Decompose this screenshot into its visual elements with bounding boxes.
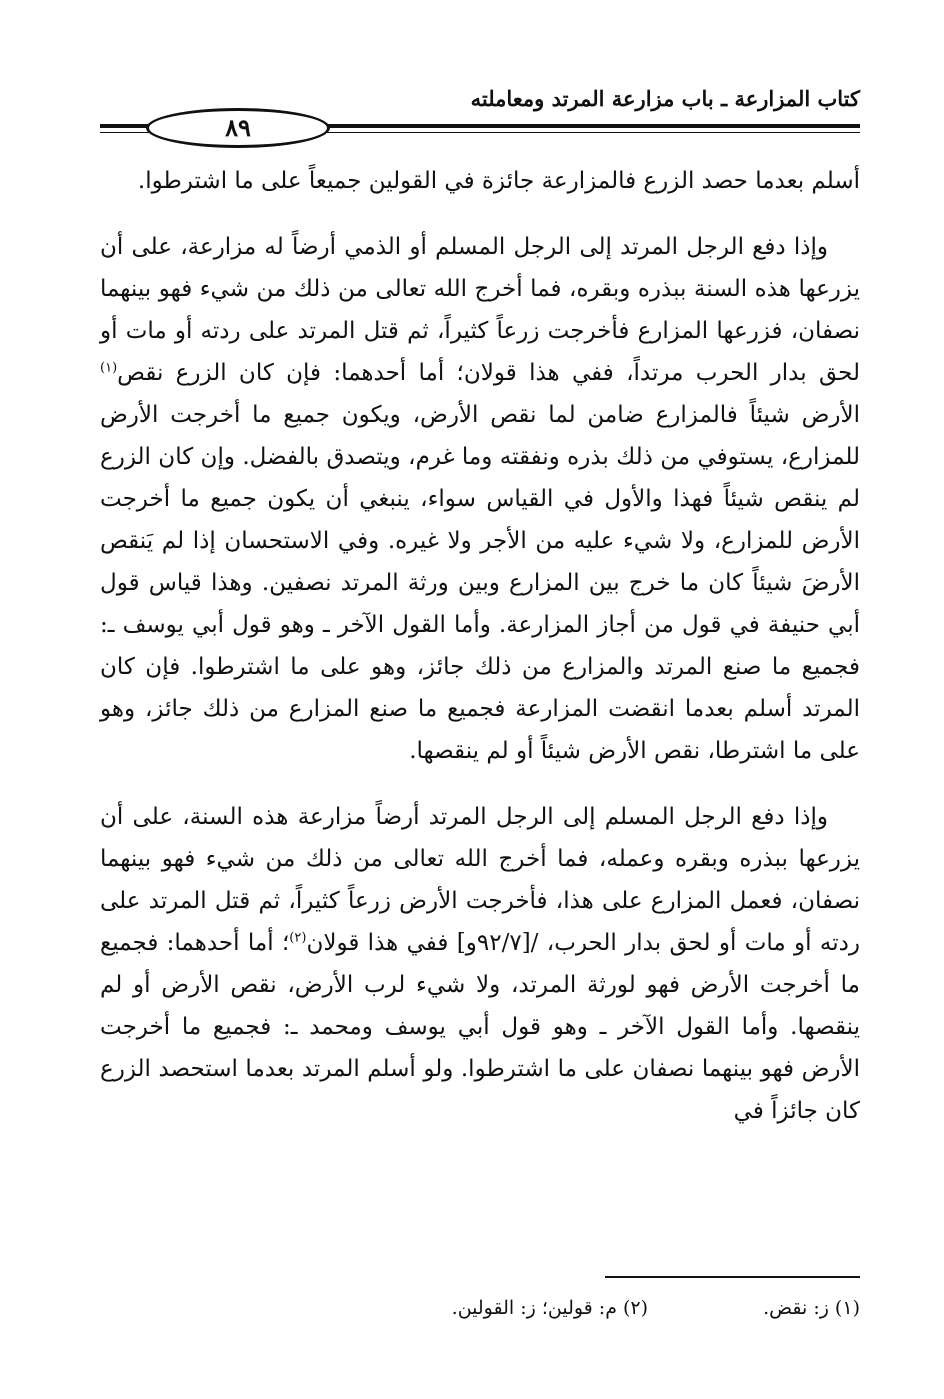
footnote-marker-1: (١) xyxy=(100,360,118,376)
paragraph-2-text-b: الأرض شيئاً فالمزارع ضامن لما نقص الأرض، ويكون جميع ما أخرجت الأرض للمزارع، يستوفي من ذلك بذره ونفقته وما غرم، ويتصدق بالفضل. وإن كان الزرع لم ينقص شيئاً فهذا والأول في القياس سواء، ينبغي أن يكون جميع ما أخرجت الأرض للمزارع، ولا شيء عليه من الأجر ولا غيره. وفي الاستحسان إذا لم يَنقص الأرضَ شيئاً كان ما خرج بين المزارع وبين ورثة المرتد نصفين. وهذا قياس قول أبي حنيفة في قول من أجاز المزارعة. وأما القول الآخر ـ وهو قول أبي يوسف ـ: فجميع ما صنع المرتد والمزارع من ذلك جائز، وهو على ما اشترطوا. فإن كان المرتد أسلم بعدما انقضت المزارعة فجميع ما صنع المزارع من ذلك جائز، وهو على ما اشترطا، نقص الأرض شيئاً أو لم ينقصها. xyxy=(100,402,860,764)
book-page xyxy=(100,0,860,1399)
paragraph-2 xyxy=(100,226,860,772)
paragraph-3-text-b: ؛ أما أحدهما: فجميع ما أخرجت الأرض فهو لورثة المرتد، ولا شيء لرب الأرض، نقص الأرض أو لم ينقصها. وأما القول الآخر ـ وهو قول أبي يوسف ومحمد ـ: فجميع ما أخرجت الأرض فهو بينهما نصفان على ما اشترطوا. ولو أسلم المرتد بعدما استحصد الزرع كان جائزاً في xyxy=(100,930,860,1124)
footnote-2: (٢) م: قولين؛ ز: القولين. xyxy=(451,1297,649,1319)
paragraph-3-text-a: وإذا دفع الرجل المسلم إلى الرجل المرتد أرضاً مزارعة هذه السنة، على أن يزرعها ببذره وبقره وعمله، فما أخرج الله تعالى من ذلك من شيء فهو بينهما نصفان، فعمل المزارع على هذا، فأخرجت الأرض زرعاً كثيراً، ثم قتل المرتد على ردته أو مات أو لحق بدار الحرب، /[٩٢/٧و] ففي هذا قولان xyxy=(100,804,860,956)
page-number-badge: ٨٩ xyxy=(146,108,330,148)
paragraph-3 xyxy=(100,796,860,1132)
footnotes xyxy=(100,1292,860,1324)
footnote-rule xyxy=(605,1276,860,1278)
paragraph-2-text-a: وإذا دفع الرجل المرتد إلى الرجل المسلم أو الذمي أرضاً له مزارعة، على أن يزرعها هذه السنة ببذره وبقره، فما أخرج الله تعالى من ذلك من شيء فهو بينهما نصفان، فزرعها المزارع فأخرجت زرعاً كثيراً، ثم قتل المرتد على ردته أو مات أو لحق بدار الحرب مرتداً، ففي هذا قولان؛ أما أحدهما: فإن كان الزرع نقص xyxy=(100,234,860,386)
running-header-title: كتاب المزارعة ـ باب مزارعة المرتد ومعاملته xyxy=(470,86,860,111)
main-text xyxy=(100,160,860,1132)
footnote-marker-2: (٢) xyxy=(289,930,307,946)
paragraph-1: أسلم بعدما حصد الزرع فالمزارعة جائزة في القولين جميعاً على ما اشترطوا. xyxy=(137,168,860,194)
footnote-1: (١) ز: نقض. xyxy=(763,1297,860,1319)
